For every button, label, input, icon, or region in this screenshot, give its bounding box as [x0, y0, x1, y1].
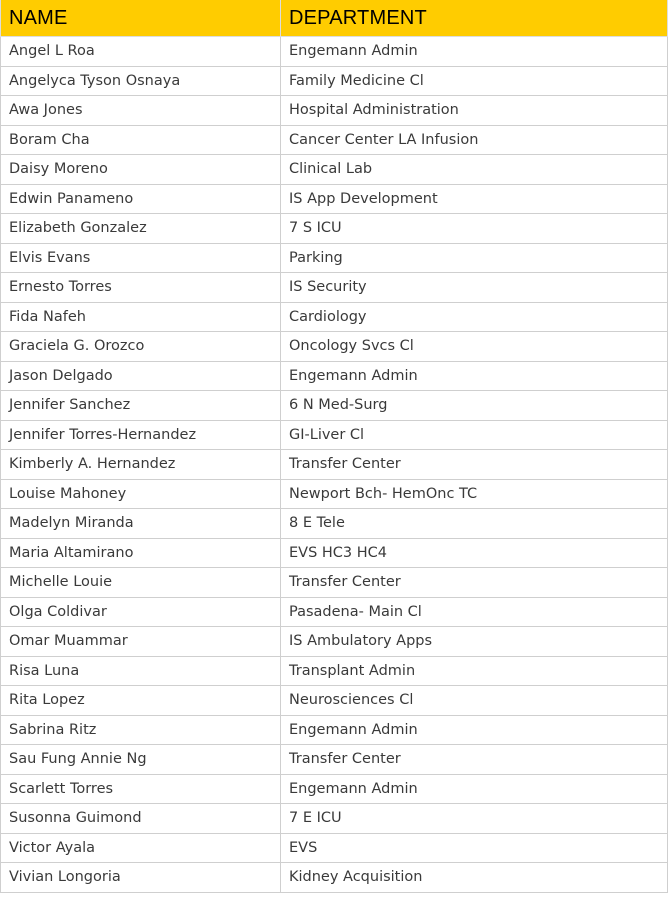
- table-row: [1, 863, 668, 893]
- name-cell: Boram Cha: [1, 125, 281, 155]
- name-cell: Victor Ayala: [1, 833, 281, 863]
- table-row: [1, 833, 668, 863]
- department-cell: Engemann Admin: [281, 774, 668, 804]
- department-cell: 8 E Tele: [281, 509, 668, 539]
- header-row: [1, 0, 668, 37]
- department-cell: Transfer Center: [281, 745, 668, 775]
- table-row: [1, 37, 668, 67]
- table-row: [1, 391, 668, 421]
- table-row: [1, 66, 668, 96]
- name-cell: Graciela G. Orozco: [1, 332, 281, 362]
- table-row: [1, 774, 668, 804]
- department-cell: IS Ambulatory Apps: [281, 627, 668, 657]
- name-cell: Kimberly A. Hernandez: [1, 450, 281, 480]
- department-cell: Newport Bch- HemOnc TC: [281, 479, 668, 509]
- department-cell: Engemann Admin: [281, 715, 668, 745]
- table-row: [1, 332, 668, 362]
- name-cell: Fida Nafeh: [1, 302, 281, 332]
- department-cell: Transfer Center: [281, 450, 668, 480]
- department-cell: Engemann Admin: [281, 37, 668, 67]
- table-row: [1, 155, 668, 185]
- name-cell: Awa Jones: [1, 96, 281, 126]
- name-cell: Jason Delgado: [1, 361, 281, 391]
- department-cell: Transfer Center: [281, 568, 668, 598]
- department-cell: 6 N Med-Surg: [281, 391, 668, 421]
- table-row: [1, 804, 668, 834]
- table-row: [1, 597, 668, 627]
- name-cell: Risa Luna: [1, 656, 281, 686]
- name-cell: Sabrina Ritz: [1, 715, 281, 745]
- department-cell: Clinical Lab: [281, 155, 668, 185]
- table-row: [1, 627, 668, 657]
- table-header: [1, 0, 668, 37]
- department-cell: Family Medicine Cl: [281, 66, 668, 96]
- department-cell: Transplant Admin: [281, 656, 668, 686]
- name-cell: Rita Lopez: [1, 686, 281, 716]
- department-cell: GI-Liver Cl: [281, 420, 668, 450]
- table-row: [1, 715, 668, 745]
- name-cell: Vivian Longoria: [1, 863, 281, 893]
- department-cell: 7 S ICU: [281, 214, 668, 244]
- name-cell: Elizabeth Gonzalez: [1, 214, 281, 244]
- table-body: [1, 37, 668, 893]
- name-cell: Edwin Panameno: [1, 184, 281, 214]
- table-row: [1, 450, 668, 480]
- name-cell: Madelyn Miranda: [1, 509, 281, 539]
- department-cell: 7 E ICU: [281, 804, 668, 834]
- name-cell: Ernesto Torres: [1, 273, 281, 303]
- table-row: [1, 273, 668, 303]
- department-cell: IS Security: [281, 273, 668, 303]
- name-cell: Scarlett Torres: [1, 774, 281, 804]
- table-row: [1, 538, 668, 568]
- name-cell: Louise Mahoney: [1, 479, 281, 509]
- department-cell: Parking: [281, 243, 668, 273]
- table-row: [1, 243, 668, 273]
- name-cell: Omar Muammar: [1, 627, 281, 657]
- name-cell: Michelle Louie: [1, 568, 281, 598]
- name-cell: Angelyca Tyson Osnaya: [1, 66, 281, 96]
- table-row: [1, 656, 668, 686]
- table-row: [1, 96, 668, 126]
- table-row: [1, 509, 668, 539]
- table-row: [1, 214, 668, 244]
- department-cell: Cardiology: [281, 302, 668, 332]
- department-cell: Pasadena- Main Cl: [281, 597, 668, 627]
- table-row: [1, 125, 668, 155]
- table-row: [1, 568, 668, 598]
- name-cell: Jennifer Torres-Hernandez: [1, 420, 281, 450]
- department-cell: Cancer Center LA Infusion: [281, 125, 668, 155]
- table-row: [1, 302, 668, 332]
- department-cell: Hospital Administration: [281, 96, 668, 126]
- table-row: [1, 745, 668, 775]
- department-cell: Engemann Admin: [281, 361, 668, 391]
- name-cell: Elvis Evans: [1, 243, 281, 273]
- table-row: [1, 184, 668, 214]
- name-cell: Olga Coldivar: [1, 597, 281, 627]
- table-row: [1, 686, 668, 716]
- table-row: [1, 479, 668, 509]
- name-column-header: NAME: [1, 0, 281, 37]
- name-cell: Daisy Moreno: [1, 155, 281, 185]
- department-cell: EVS: [281, 833, 668, 863]
- department-cell: Neurosciences Cl: [281, 686, 668, 716]
- name-cell: Jennifer Sanchez: [1, 391, 281, 421]
- department-cell: EVS HC3 HC4: [281, 538, 668, 568]
- name-cell: Maria Altamirano: [1, 538, 281, 568]
- department-cell: Kidney Acquisition: [281, 863, 668, 893]
- department-cell: IS App Development: [281, 184, 668, 214]
- name-cell: Sau Fung Annie Ng: [1, 745, 281, 775]
- name-cell: Angel L Roa: [1, 37, 281, 67]
- table-row: [1, 420, 668, 450]
- name-cell: Susonna Guimond: [1, 804, 281, 834]
- department-cell: Oncology Svcs Cl: [281, 332, 668, 362]
- department-column-header: DEPARTMENT: [281, 0, 668, 37]
- table-row: [1, 361, 668, 391]
